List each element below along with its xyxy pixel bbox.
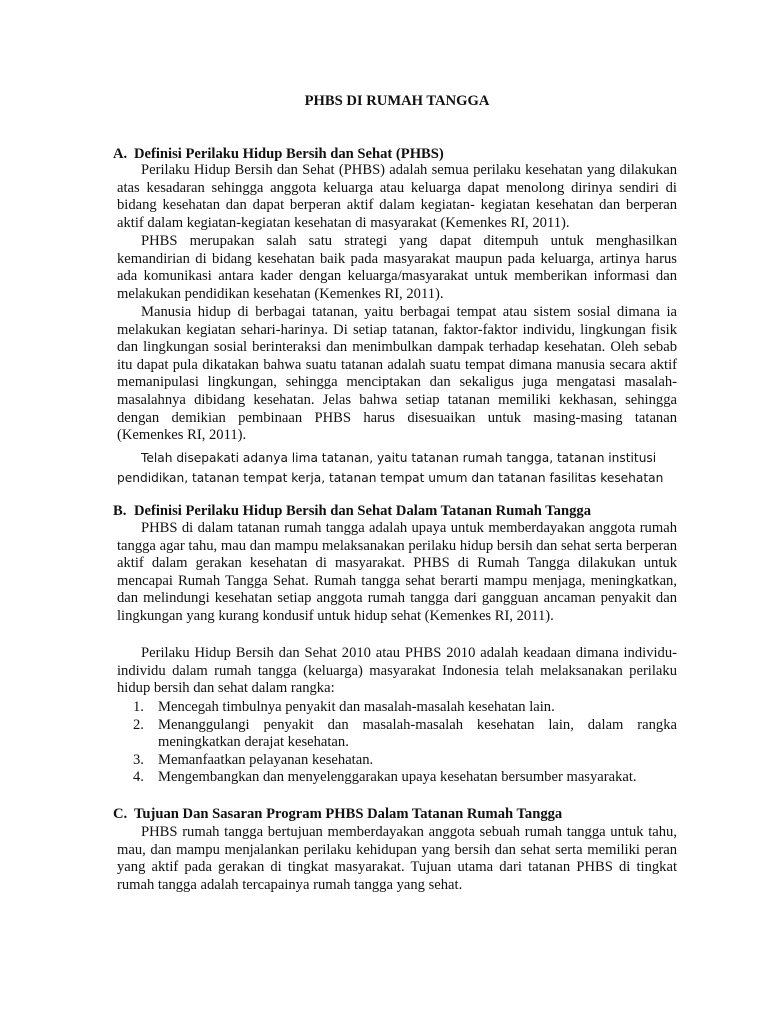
section-c-title: Tujuan Dan Sasaran Program PHBS Dalam Tatanan Rumah Tangga	[134, 806, 563, 822]
list-item	[117, 699, 677, 717]
list-item-number: 1.	[133, 699, 144, 715]
list-item	[117, 769, 677, 787]
section-a-paragraph-3: Manusia hidup di berbagai tatanan, yaitu berbagai tempat atau sistem sosial dimana ia melakukan kegiatan sehari-harinya. Di setiap tatanan, faktor-faktor individu, lingkungan fisik dan lingkungan sosial berinteraksi dan menimbulkan dampak terhadap kesehatan. Oleh sebab itu dapat pula dikatakan bahwa suatu tatanan adalah suatu tempat dimana manusia secara aktif memanipulasi lingkungan, sehingga menciptakan dan sekaligus juga mengatasi masalah-masalahnya dibidang kesehatan. Jelas bahwa setiap tatanan memiliki kekhasan, sehingga dengan demikian pembinaan PHBS harus disesuaikan untuk masing-masing tatanan (Kemenkes RI, 2011).	[117, 304, 677, 444]
list-item	[117, 717, 677, 752]
section-a-paragraph-1: Perilaku Hidup Bersih dan Sehat (PHBS) adalah semua perilaku kesehatan yang dilakukan atas kesadaran sehingga anggota keluarga atau keluarga dapat menolong dirinya sendiri di bidang kesehatan dan dapat berperan aktif dalam kegiatan- kegiatan kesehatan dan berperan aktif dalam kegiatan-kegiatan kesehatan di masyarakat (Kemenkes RI, 2011).	[117, 162, 677, 231]
list-item-text: Mengembangkan dan menyelenggarakan upaya kesehatan bersumber masyarakat.	[158, 769, 637, 786]
section-a-paragraph-4: Telah disepakati adanya lima tatanan, yaitu tatanan rumah tangga, tatanan institusi pendidikan, tatanan tempat kerja, tatanan tempat umum dan tatanan fasilitas kesehatan	[117, 451, 664, 485]
list-item	[117, 752, 677, 770]
section-b-paragraph-1: PHBS di dalam tatanan rumah tangga adalah upaya untuk memberdayakan anggota rumah tangga agar tahu, mau dan mampu melaksanakan perilaku hidup bersih dan sehat serta berperan aktif dalam gerakan kesehatan di masyarakat. PHBS di Rumah Tangga dilakukan untuk mencapai Rumah Tangga Sehat. Rumah tangga sehat berarti mampu menjaga, meningkatkan, dan melindungi kesehatan setiap anggota rumah tangga dari gangguan ancaman penyakit dan lingkungan yang kurang kondusif untuk hidup sehat (Kemenkes RI, 2011).	[117, 520, 677, 624]
section-b-paragraph-2: Perilaku Hidup Bersih dan Sehat 2010 atau PHBS 2010 adalah keadaan dimana individu-individu dalam rumah tangga (keluarga) masyarakat Indonesia telah melaksanakan perilaku hidup bersih dan sehat dalam rangka:	[117, 645, 677, 697]
section-b-list	[117, 699, 677, 787]
list-item-number: 4.	[133, 769, 144, 786]
section-b-letter: B.	[113, 503, 127, 519]
page-title: PHBS DI RUMAH TANGGA	[304, 93, 490, 109]
section-c-heading	[113, 806, 562, 823]
section-c-letter: C.	[113, 806, 128, 822]
section-b-heading	[113, 503, 591, 520]
section-a-paragraph-2: PHBS merupakan salah satu strategi yang dapat ditempuh untuk menghasilkan kemandirian di bidang kesehatan baik pada masyarakat maupun pada keluarga, artinya harus ada komunikasi antara kader dengan keluarga/masyarakat untuk memberikan informasi dan melakukan pendidikan kesehatan (Kemenkes RI, 2011).	[117, 233, 677, 302]
section-c-paragraph-1: PHBS rumah tangga bertujuan memberdayakan anggota sebuah rumah tangga untuk tahu, mau, dan mampu menjalankan perilaku kehidupan yang bersih dan sehat serta memiliki peran yang aktif pada gerakan di tingkat masyarakat. Tujuan utama dari tatanan PHBS di tingkat rumah tangga adalah tercapainya rumah tangga yang sehat.	[117, 824, 677, 893]
list-item-number: 3.	[133, 751, 144, 768]
section-a-heading	[113, 146, 444, 163]
list-item-text: Menanggulangi penyakit dan masalah-masalah kesehatan lain, dalam rangka meningkatkan derajat kesehatan.	[158, 716, 677, 751]
list-item-number: 2.	[133, 716, 144, 733]
section-a-letter: A.	[113, 146, 128, 162]
section-b-title: Definisi Perilaku Hidup Bersih dan Sehat Dalam Tatanan Rumah Tangga	[134, 503, 591, 519]
section-a-title: Definisi Perilaku Hidup Bersih dan Sehat (PHBS)	[134, 146, 444, 162]
list-item-text: Mencegah timbulnya penyakit dan masalah-masalah kesehatan lain.	[158, 699, 555, 715]
list-item-text: Memanfaatkan pelayanan kesehatan.	[158, 751, 374, 768]
